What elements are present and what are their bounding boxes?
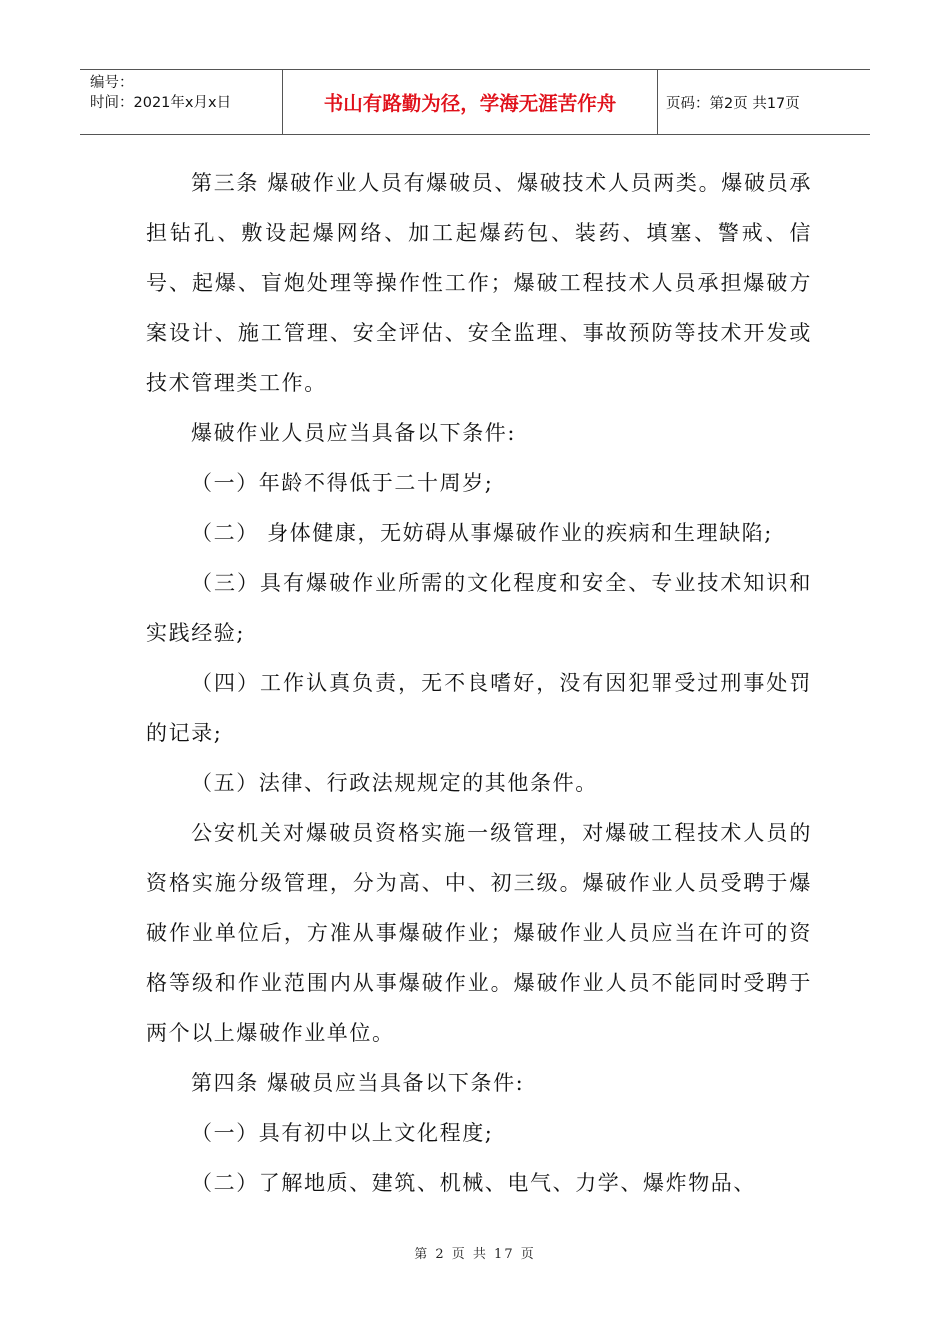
header-motto (283, 70, 658, 134)
paragraph: 第三条 爆破作业人员有爆破员、爆破技术人员两类。爆破员承担钻孔、敷设起爆网络、加工起爆药包、装药、填塞、警戒、信号、起爆、盲炮处理等操作性工作；爆破工程技术人员承担爆破方案设计、施工管理、安全评估、安全监理、事故预防等技术开发或技术管理类工作。 (146, 171, 812, 395)
paragraph: 爆破作业人员应当具备以下条件: (191, 421, 517, 445)
footer-page-number: 第 2 页 共 17 页 (414, 1247, 536, 1262)
paragraph: （二） 身体健康，无妨碍从事爆破作业的疾病和生理缺陷; (191, 521, 773, 545)
header-meta (80, 70, 283, 134)
page-info-text: 页码：第2页 共17页 (666, 95, 800, 112)
document-date-label: 时间：2021年x月x日 (90, 95, 232, 111)
paragraph: 第四条 爆破员应当具备以下条件: (191, 1071, 525, 1095)
motto-text: 书山有路勤为径，学海无涯苦作舟 (323, 92, 617, 115)
document-body (146, 158, 812, 1208)
paragraph: （二）了解地质、建筑、机械、电气、力学、爆炸物品、 (191, 1171, 756, 1195)
paragraph: （一）年龄不得低于二十周岁; (191, 471, 494, 495)
page-header (80, 69, 870, 135)
paragraph: 公安机关对爆破员资格实施一级管理，对爆破工程技术人员的资格实施分级管理，分为高、中、初三级。爆破作业人员受聘于爆破作业单位后，方准从事爆破作业；爆破作业人员应当在许可的资格等级和作业范围内从事爆破作业。爆破作业人员不能同时受聘于两个以上爆破作业单位。 (146, 821, 812, 1045)
paragraph: （四）工作认真负责，无不良嗜好，没有因犯罪受过刑事处罚的记录; (146, 671, 812, 745)
paragraph: （三）具有爆破作业所需的文化程度和安全、专业技术知识和实践经验; (146, 571, 812, 645)
header-page-info (658, 70, 870, 134)
paragraph: （一）具有初中以上文化程度; (191, 1121, 494, 1145)
paragraph: （五）法律、行政法规规定的其他条件。 (191, 771, 598, 795)
document-number-label: 编号： (90, 75, 134, 91)
page-footer (0, 1243, 950, 1262)
